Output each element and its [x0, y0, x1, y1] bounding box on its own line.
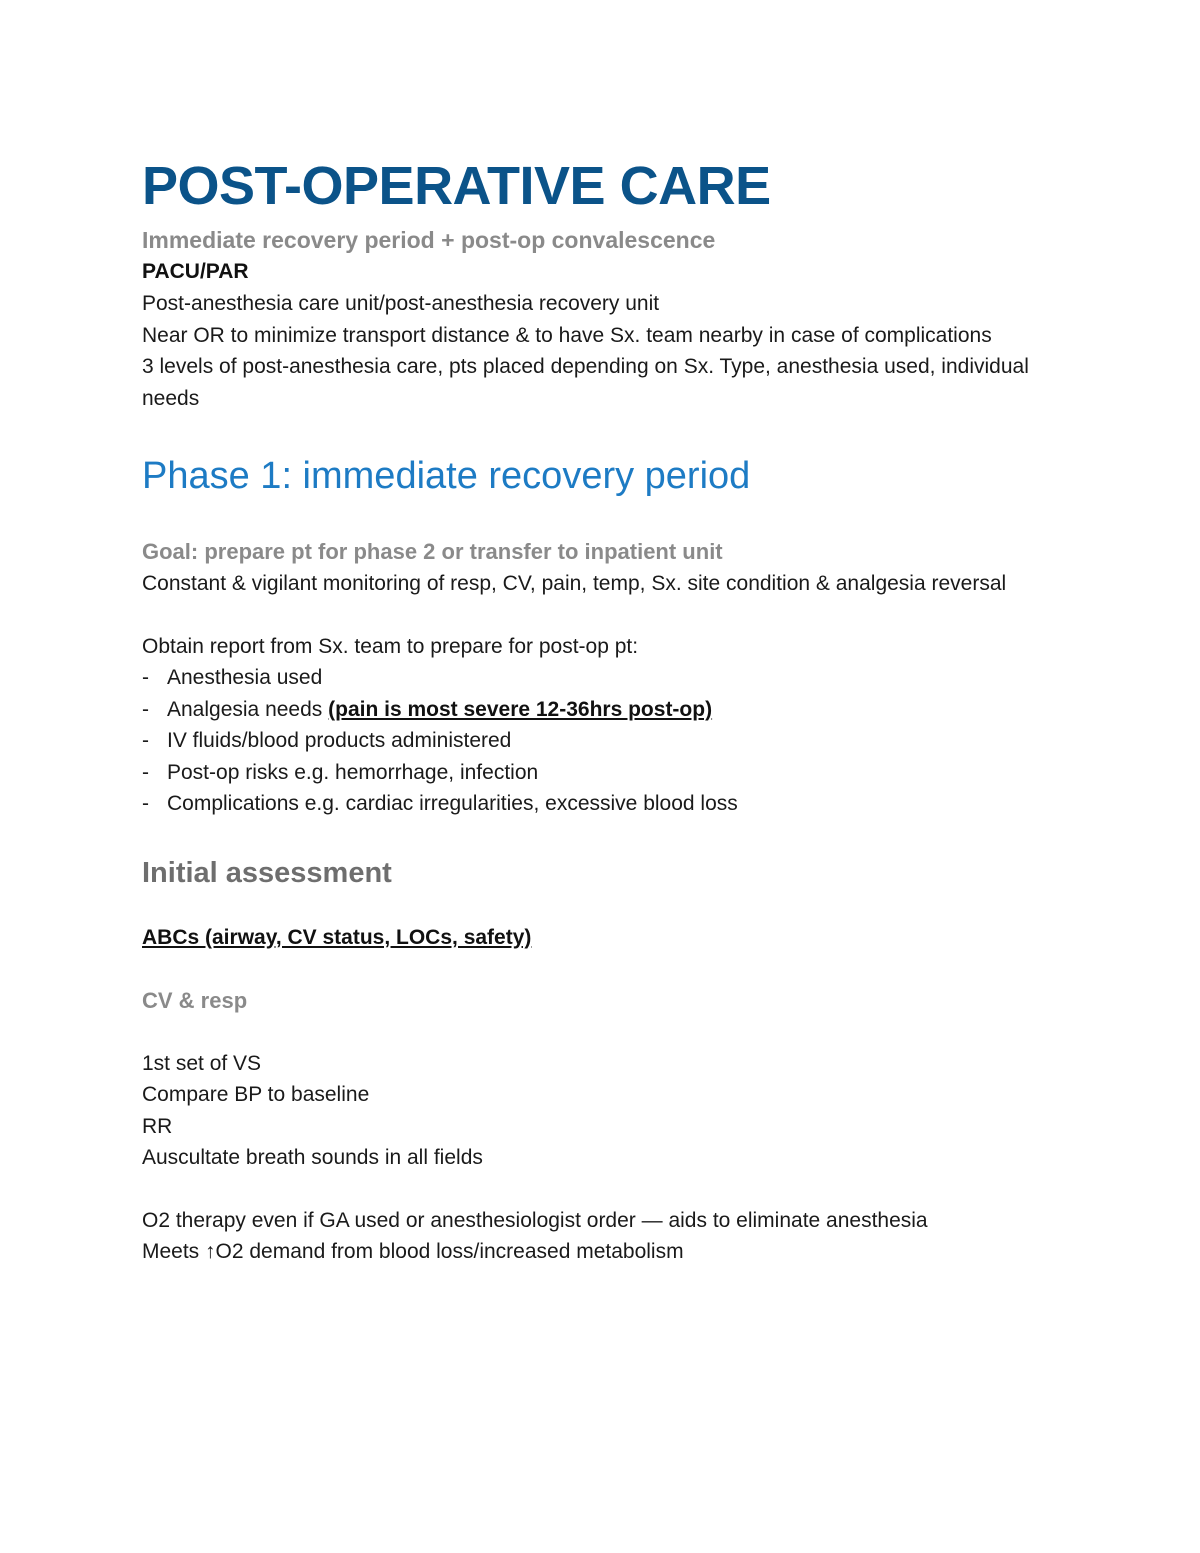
pacu-label: PACU/PAR	[142, 260, 249, 283]
vs-line: RR	[142, 1114, 173, 1138]
list-item-text: IV fluids/blood products administered	[167, 729, 512, 752]
report-intro: Obtain report from Sx. team to prepare for post-op pt:	[142, 634, 639, 658]
phase1-monitoring: Constant & vigilant monitoring of resp, CV, pain, temp, Sx. site condition & analgesia reversal	[142, 572, 1007, 595]
vs-line: Auscultate breath sounds in all fields	[142, 1146, 483, 1169]
phase1-heading: Phase 1: immediate recovery period	[142, 455, 751, 497]
list-item	[142, 694, 1042, 726]
list-item-text: Post-op risks e.g. hemorrhage, infection	[167, 760, 539, 784]
intro-line: Post-anesthesia care unit/post-anesthesia recovery unit	[142, 292, 660, 315]
list-item-text: Analgesia needs	[167, 697, 329, 721]
intro-line: Near OR to minimize transport distance & to have Sx. team nearby in case of complications	[142, 323, 992, 347]
list-item	[142, 725, 1042, 757]
report-list	[142, 662, 1042, 820]
vs-line: Compare BP to baseline	[142, 1083, 370, 1106]
dash-bullet: -	[142, 697, 149, 721]
list-item-text: Anesthesia used	[167, 666, 323, 689]
subtitle: Immediate recovery period + post-op convalescence	[142, 227, 716, 253]
dash-bullet: -	[142, 760, 149, 784]
o2-line: Meets ↑O2 demand from blood loss/increased metabolism	[142, 1240, 684, 1263]
abcs-line: ABCs (airway, CV status, LOCs, safety)	[142, 925, 532, 949]
list-item-text: Complications e.g. cardiac irregularities, excessive blood loss	[167, 792, 738, 815]
list-item	[142, 662, 1042, 694]
analgesia-emphasis: (pain is most severe 12-36hrs post-op)	[328, 697, 713, 721]
dash-bullet: -	[142, 729, 149, 752]
page-title: POST-OPERATIVE CARE	[142, 156, 771, 216]
dash-bullet: -	[142, 792, 149, 815]
vs-line: 1st set of VS	[142, 1051, 262, 1075]
initial-assessment-heading: Initial assessment	[142, 856, 392, 889]
intro-line: 3 levels of post-anesthesia care, pts placed depending on Sx. Type, anesthesia used, individual needs	[142, 355, 1029, 410]
list-item	[142, 757, 1042, 789]
document-page	[142, 150, 1042, 1268]
dash-bullet: -	[142, 666, 149, 689]
o2-line: O2 therapy even if GA used or anesthesiologist order — aids to eliminate anesthesia	[142, 1208, 928, 1232]
cv-resp-heading: CV & resp	[142, 987, 248, 1013]
phase1-goal: Goal: prepare pt for phase 2 or transfer to inpatient unit	[142, 539, 723, 564]
list-item	[142, 788, 1042, 820]
